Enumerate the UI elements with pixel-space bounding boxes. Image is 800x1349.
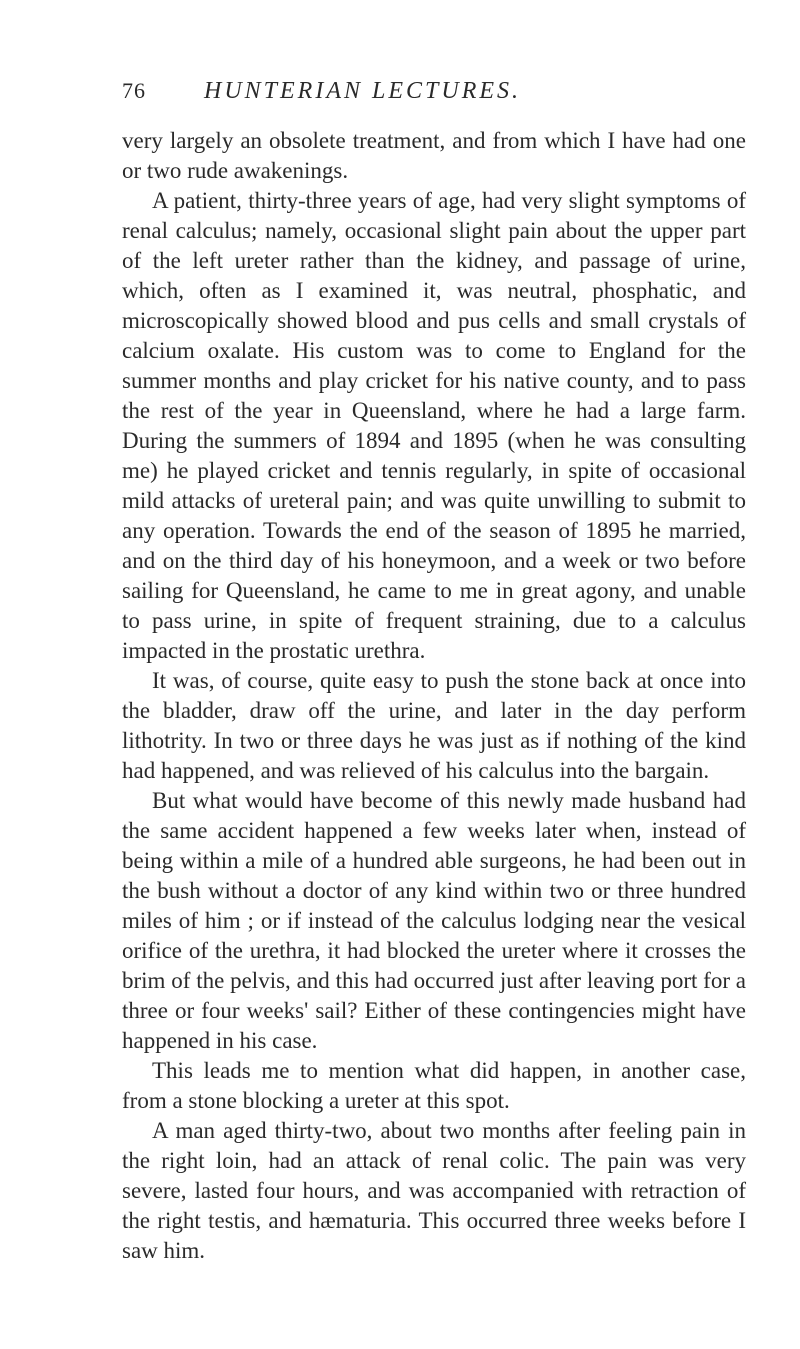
page-number: 76	[122, 78, 146, 103]
paragraph: It was, of course, quite easy to push the stone back at once into the bladder, draw off the urine, and later in the day perform lithotrity. In two or three days he was just as if nothing of the kind had happened, and was relieved of his calculus into the bargain.	[122, 668, 746, 783]
paragraph: This leads me to mention what did happen, in another case, from a stone blocking a ureter at this spot.	[122, 1058, 746, 1113]
paragraph: A man aged thirty-two, about two months after feeling pain in the right loin, had an attack of renal colic. The pain was very severe, lasted four hours, and was accompanied with retraction of the right testis, and hæmaturia. This occurred three weeks before I saw him.	[122, 1118, 746, 1263]
paragraph: very largely an obsolete treatment, and from which I have had one or two rude awakenings.	[122, 128, 746, 183]
paragraph: A patient, thirty-three years of age, had very slight symptoms of renal calculus; namely, occasional slight pain about the upper part of the left ureter rather than the kidney, and passage of urine, which, often as I examined it, was neutral, phosphatic, and microscopically showed blood and pus cells and small crystals of calcium oxalate. His custom was to come to England for the summer months and play cricket for his native county, and to pass the rest of the year in Queensland, where he had a large farm. During the summers of 1894 and 1895 (when he was consulting me) he played cricket and tennis regularly, in spite of occasional mild attacks of ureteral pain; and was quite unwilling to submit to any operation. Towards the end of the season of 1895 he married, and on the third day of his honeymoon, and a week or two before sailing for Queensland, he came to me in great agony, and unable to pass urine, in spite of frequent straining, due to a calculus impacted in the prostatic urethra.	[122, 188, 746, 663]
running-head: HUNTERIAN LECTURES.	[204, 78, 522, 104]
paragraph: But what would have become of this newly made husband had the same accident happened a few weeks later when, instead of being within a mile of a hundred able surgeons, he had been out in the bush without a doctor of any kind within two or three hundred miles of him ; or if instead of the calculus lodging near the vesical orifice of the urethra, it had blocked the ureter where it crosses the brim of the pelvis, and this had occurred just after leaving port for a three or four weeks' sail? Either of these contingencies might have happened in his case.	[122, 788, 746, 1053]
body-text	[122, 126, 746, 1266]
page-header	[122, 78, 742, 114]
